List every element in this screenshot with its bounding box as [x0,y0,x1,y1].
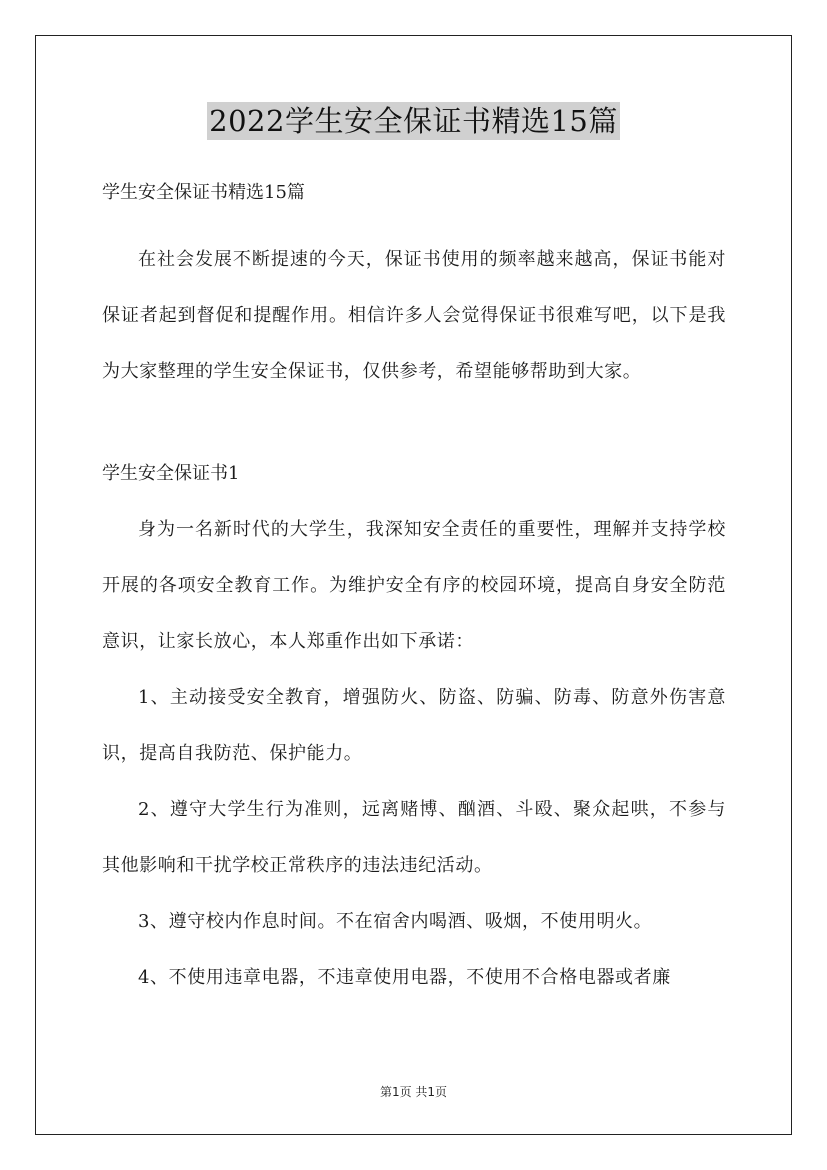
document-body [102,178,726,1006]
pledge-item-3: 3、遵守校内作息时间。不在宿舍内喝酒、吸烟，不使用明火。 [138,911,653,932]
pledge-item-2: 2、遵守大学生行为准则，远离赌博、酗酒、斗殴、聚众起哄，不参与其他影响和干扰学校正常秩序的违法违纪活动。 [102,799,726,876]
body-paragraph: 身为一名新时代的大学生，我深知安全责任的重要性，理解并支持学校开展的各项安全教育工作。为维护安全有序的校园环境，提高自身安全防范意识，让家长放心，本人郑重作出如下承诺： [102,519,726,652]
section-heading: 学生安全保证书1 [102,463,240,484]
pledge-item-4: 4、不使用违章电器，不违章使用电器，不使用不合格电器或者廉 [138,967,671,988]
title-container [0,102,827,140]
pledge-item-1: 1、主动接受安全教育，增强防火、防盗、防骗、防毒、防意外伤害意识，提高自我防范、保护能力。 [102,687,726,764]
document-title: 2022学生安全保证书精选15篇 [209,104,618,138]
page-footer: 第1页 共1页 [379,1085,448,1099]
intro-paragraph: 在社会发展不断提速的今天，保证书使用的频率越来越高，保证书能对保证者起到督促和提醒作用。相信许多人会觉得保证书很难写吧，以下是我为大家整理的学生安全保证书，仅供参考，希望能够帮助到大家。 [102,249,726,382]
document-subtitle: 学生安全保证书精选15篇 [102,182,305,203]
